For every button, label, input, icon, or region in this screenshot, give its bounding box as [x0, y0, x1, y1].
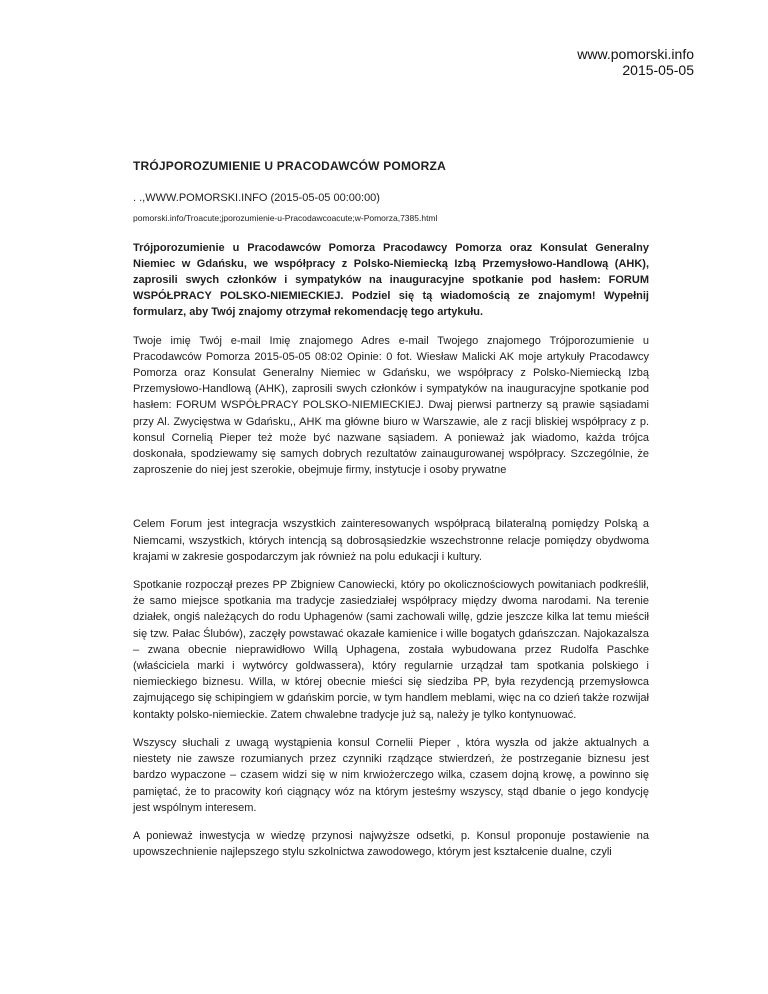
article-lead: Trójporozumienie u Pracodawców Pomorza Pracodawcy Pomorza oraz Konsulat Generalny Niemiec w Gdańsku, we współpracy z Polsko-Niemiecką Izbą Przemysłowo-Handlową (AHK), zaprosili swych członków i sympatyków na inauguracyjne spotkanie pod hasłem: FORUM WSPÓŁPRACY POLSKO-NIEMIECKIEJ. Podziel się tą wiadomością ze znajomym! Wypełnij formularz, aby Twój znajomy otrzymał rekomendację tego artykułu. [133, 241, 649, 319]
article [133, 158, 649, 872]
article-paragraph: A ponieważ inwestycja w wiedzę przynosi najwyższe odsetki, p. Konsul proponuje postawienie na upowszechnienie najlepszego stylu szkolnictwa zawodowego, którym jest kształcenie dualne, czyli [133, 829, 649, 859]
header-date: 2015-05-05 [622, 62, 694, 78]
article-url: pomorski.info/Troacute;jporozumienie-u-Pracodawcoacute;w-Pomorza,7385.html [133, 213, 438, 224]
page-header [577, 46, 694, 78]
header-site: www.pomorski.info [577, 46, 694, 62]
article-paragraph: Twoje imię Twój e-mail Imię znajomego Adres e-mail Twojego znajomego Trójporozumienie u Pracodawców Pomorza 2015-05-05 08:02 Opinie: 0 fot. Wiesław Malicki AK moje artykuły Pracodawcy Pomorza oraz Konsulat Generalny Niemiec w Gdańsku, we współpracy z Polsko-Niemiecką Izbą Przemysłowo-Handlową (AHK), zaprosili swych członków i sympatyków na inauguracyjne spotkanie pod hasłem: FORUM WSPÓŁPRACY POLSKO-NIEMIECKIEJ. Dwaj pierwsi partnerzy są prawie sąsiadami przy Al. Zwycięstwa w Gdańsku,, AHK ma główne biuro w Warszawie, ale z racji bliskiej współpracy z p. konsul Cornelią Pieper też może być nazwane sąsiadem. A ponieważ jak wiadomo, każda trójca doskonała, spodziewamy się samych dobrych rezultatów zainaugurowanej współpracy. Szczególnie, że zaproszenie do niej jest szerokie, obejmuje firmy, instytucje i osoby prywatne [133, 334, 649, 477]
article-paragraph: Celem Forum jest integracja wszystkich zainteresowanych współpracą bilateralną pomiędzy Polską a Niemcami, wszystkich, których intencją są dobrosąsiedzkie wszechstronne relacje pomiędzy obydwoma krajami w zakresie gospodarczym jak również na polu edukacji i kultury. [133, 518, 649, 563]
article-source-line: . .,WWW.POMORSKI.INFO (2015-05-05 00:00:00) [133, 192, 380, 205]
article-title: TRÓJPOROZUMIENIE U PRACODAWCÓW POMORZA [133, 159, 446, 173]
article-paragraph: Spotkanie rozpoczął prezes PP Zbigniew Canowiecki, który po okolicznościowych powitaniach podkreślił, że samo miejsce spotkania ma tradycje zasiedziałej współpracy między dwoma narodami. Na terenie działek, ongiś należących do rodu Uphagenów (sami zachowali willę, gdzie jeszcze kilka lat temu mieścił się tzw. Pałac Ślubów), zaczęły powstawać okazałe kamienice i wille bogatych gdańszczan. Najokazalsza – zwana obecnie nieprawidłowo Willą Uphagena, została wybudowana przez Rudolfa Paschke (właściciela marki i wytwórcy goldwassera), który regularnie urządzał tam spotkania polskiego i niemieckiego biznesu. Willa, w której obecnie mieści się siedziba PP, była rezydencją przemysłowca zajmującego się schipingiem w gdańskim porcie, w tym handlem meblami, więc na co dzień także rozwijał kontakty polsko-niemieckie. Zatem chwalebne tradycje już są, należy je tylko kontynuować. [133, 579, 649, 721]
article-paragraph: Wszyscy słuchali z uwagą wystąpienia konsul Cornelii Pieper , która wyszła od jakże aktualnych a niestety nie zawsze rozumianych przez czynniki rządzące stwierdzeń, że postrzeganie biznesu jest bardzo wypaczone – czasem widzi się w nim krwiożerczego wilka, czasem dojną krowę, a powinno się pamiętać, że to pracowity koń ciągnący wóz na którym jesteśmy wszyscy, stąd dbanie o jego kondycję jest wspólnym interesem. [133, 736, 649, 814]
